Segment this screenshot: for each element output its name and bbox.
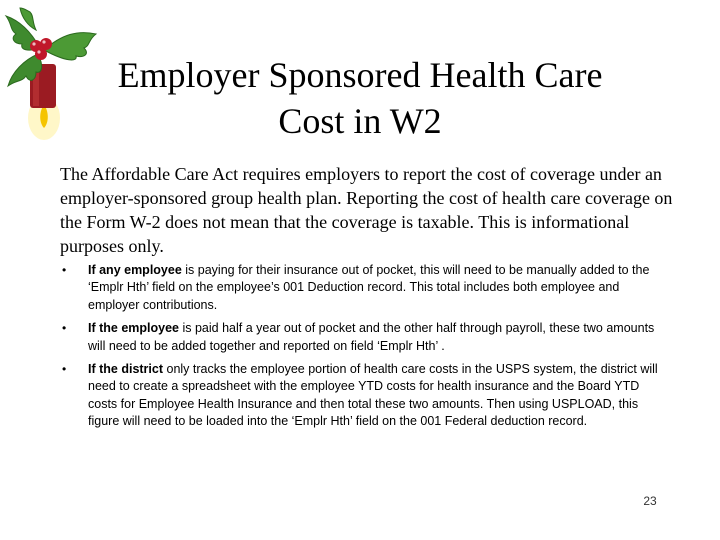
slide-title-line1: Employer Sponsored Health Care: [117, 55, 603, 95]
bullet-text: is paid half a year out of pocket and the other half through payroll, these two amounts will need to be added together and reported on field ‘Emplr Hth’ .: [88, 321, 655, 353]
bullet-text: only tracks the employee portion of health care costs in the USPS system, the district will need to create a spreadsheet with the employee YTD costs for health insurance and the Board YTD costs for Employee Health Insurance and then total these two amounts. Then using USPLOAD, this figure will need to be loaded into the ‘Emplr Hth’ field on the 001 Federal deduction record.: [88, 362, 658, 429]
slide-title-line2: Cost in W2: [278, 101, 442, 141]
bullet-item: [60, 320, 670, 355]
slide-title: [80, 52, 640, 144]
page-number: 23: [643, 494, 657, 508]
bullet-symbol: •: [62, 321, 67, 336]
bullet-lead: If the district: [88, 362, 164, 377]
bullet-symbol: •: [62, 362, 67, 377]
bullet-list: [60, 262, 670, 437]
bullet-symbol: •: [62, 263, 67, 277]
bullet-lead: If the employee: [88, 321, 179, 336]
bullet-item: [60, 262, 670, 314]
bullet-lead: If any employee: [88, 263, 182, 277]
bullet-item: [60, 361, 670, 431]
intro-paragraph: The Affordable Care Act requires employers to report the cost of coverage under an employer-sponsored group health plan. Reporting the cost of health care coverage on the Form W-2 does not mean that the coverage is taxable. This is informational purposes only.: [60, 164, 673, 256]
bullet-text: is paying for their insurance out of pocket, this will need to be manually added to the ‘Emplr Hth’ field on the employee’s 001 Deduction record. This total includes both employee and employer contributions.: [88, 263, 650, 312]
